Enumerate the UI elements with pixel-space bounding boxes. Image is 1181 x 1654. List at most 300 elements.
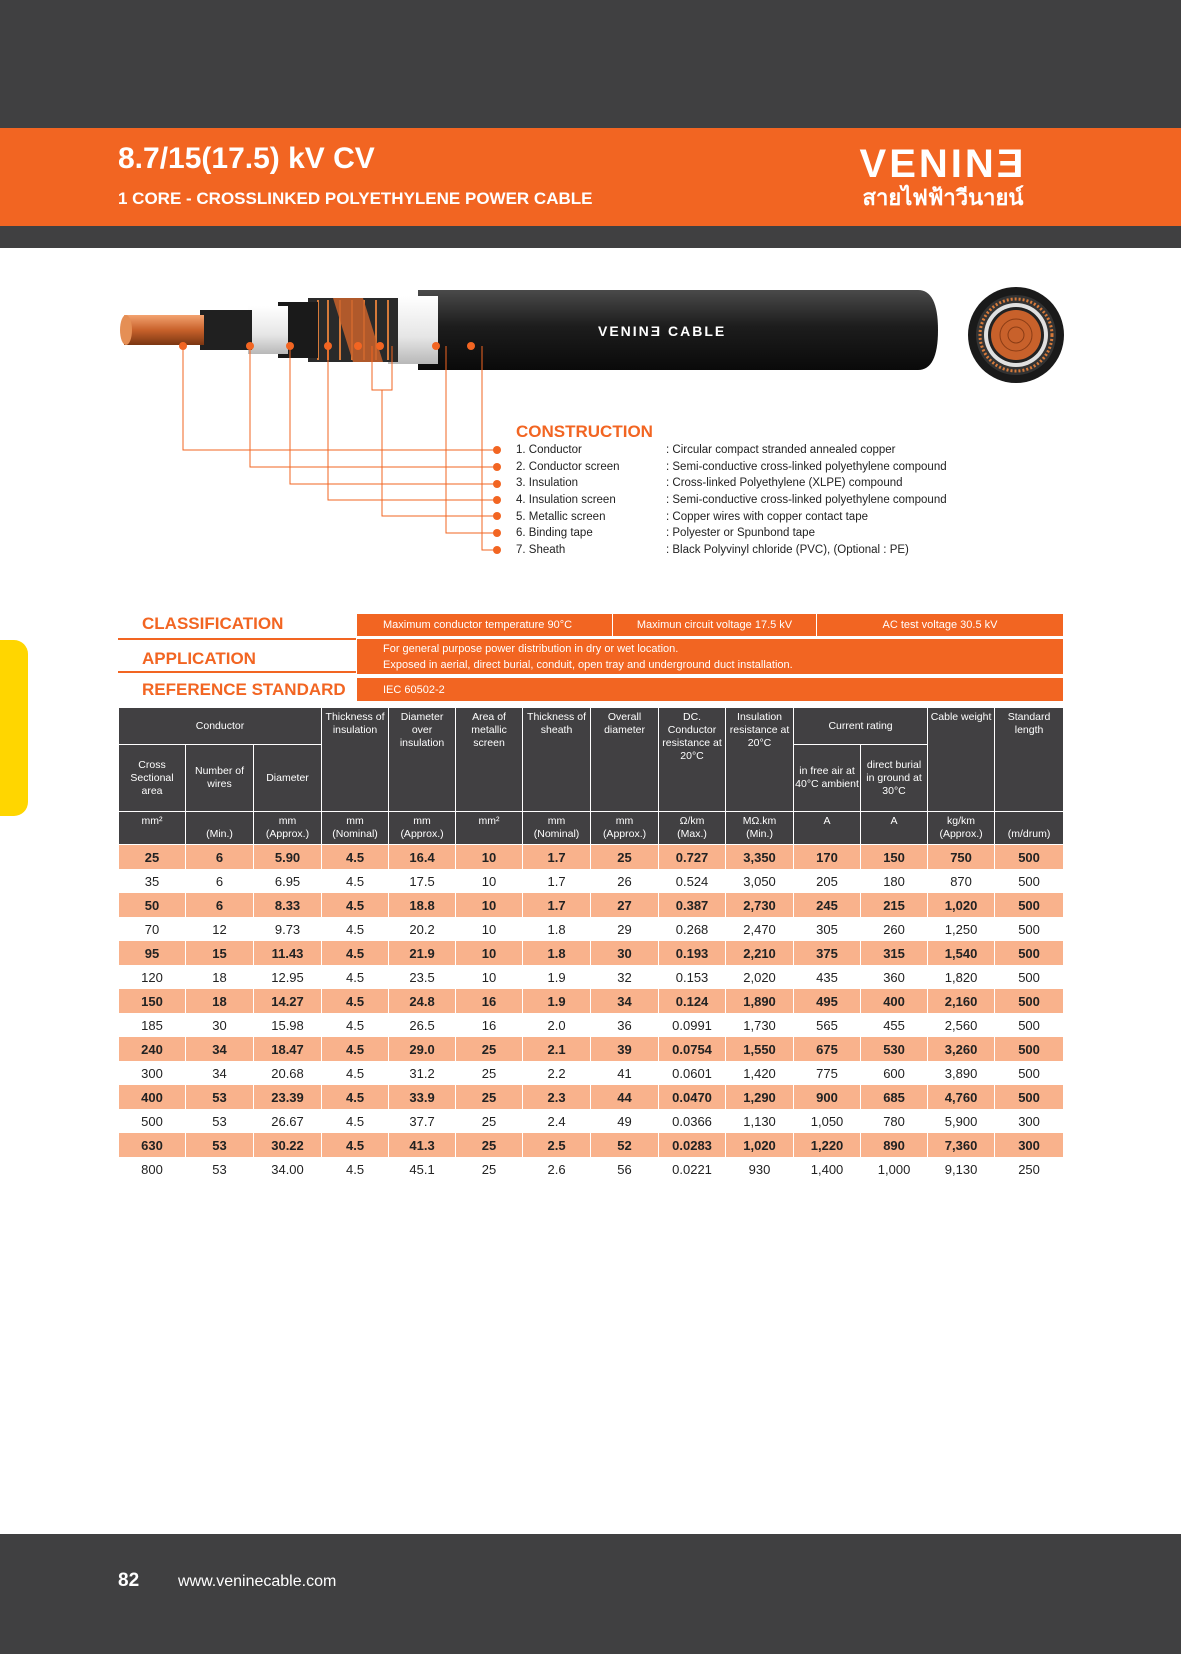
table-cell: 32 — [591, 965, 659, 989]
table-cell: 2,160 — [928, 989, 995, 1013]
table-cell: 30 — [186, 1013, 254, 1037]
header-cable-weight: Cable weight — [928, 708, 995, 812]
header-cross-sectional-area: Cross Sectional area — [119, 745, 186, 812]
table-cell: 53 — [186, 1157, 254, 1181]
unit-weight — [928, 812, 995, 845]
construction-item-desc: : Semi-conductive cross-linked polyethylene compound — [666, 460, 947, 473]
table-cell: 34.00 — [254, 1157, 322, 1181]
table-cell: 53 — [186, 1109, 254, 1133]
table-cell: 10 — [456, 941, 523, 965]
table-cell: 29.0 — [389, 1037, 456, 1061]
table-cell: 170 — [794, 845, 861, 870]
table-cell: 400 — [861, 989, 928, 1013]
table-cell: 4.5 — [322, 1061, 389, 1085]
application-line-2: Exposed in aerial, direct burial, conduit, open tray and underground duct installation. — [383, 659, 793, 671]
reference-standard-label: REFERENCE STANDARD — [142, 680, 346, 699]
table-cell: 800 — [119, 1157, 186, 1181]
unit-text: mm² — [141, 815, 163, 827]
table-cell: 500 — [995, 1085, 1064, 1109]
unit-text: (Nominal) — [533, 828, 580, 840]
table-cell: 18.8 — [389, 893, 456, 917]
table-cell: 0.524 — [659, 869, 726, 893]
table-cell: 240 — [119, 1037, 186, 1061]
table-cell: 20.68 — [254, 1061, 322, 1085]
table-cell: 0.387 — [659, 893, 726, 917]
header-dc-resistance: DC. Conductor resistance at 20°C — [659, 708, 726, 812]
table-cell: 180 — [861, 869, 928, 893]
table-cell: 1,130 — [726, 1109, 794, 1133]
table-cell: 25 — [456, 1061, 523, 1085]
table-row — [119, 869, 1064, 893]
table-cell: 11.43 — [254, 941, 322, 965]
table-cell: 300 — [995, 1109, 1064, 1133]
table-cell: 1.8 — [523, 941, 591, 965]
table-row — [119, 1133, 1064, 1157]
table-cell: 500 — [995, 1013, 1064, 1037]
header-conductor-group: Conductor — [119, 708, 322, 745]
table-cell: 6.95 — [254, 869, 322, 893]
table-cell: 245 — [794, 893, 861, 917]
application-box — [357, 639, 1063, 674]
table-cell: 685 — [861, 1085, 928, 1109]
unit-overall — [591, 812, 659, 845]
table-row — [119, 1037, 1064, 1061]
reference-standard-value: IEC 60502-2 — [383, 683, 445, 696]
table-row — [119, 893, 1064, 917]
table-cell: 34 — [186, 1037, 254, 1061]
table-cell: 4.5 — [322, 1109, 389, 1133]
unit-text: (Min.) — [746, 828, 773, 840]
table-cell: 37.7 — [389, 1109, 456, 1133]
table-cell: 500 — [995, 1037, 1064, 1061]
table-cell: 10 — [456, 869, 523, 893]
header-standard-length: Standard length — [995, 708, 1064, 812]
construction-item-desc: : Polyester or Spunbond tape — [666, 527, 815, 540]
table-cell: 1.8 — [523, 917, 591, 941]
table-cell: 25 — [591, 845, 659, 870]
table-cell: 455 — [861, 1013, 928, 1037]
table-cell: 185 — [119, 1013, 186, 1037]
unit-ground — [861, 812, 928, 845]
table-cell: 27 — [591, 893, 659, 917]
unit-text: A — [823, 815, 831, 827]
reference-standard-box — [357, 678, 1063, 701]
page-number: 82 — [118, 1570, 140, 1591]
table-cell: 0.268 — [659, 917, 726, 941]
table-row — [119, 965, 1064, 989]
header-insulation-thickness: Thickness of insulation — [322, 708, 389, 812]
specification-table — [118, 707, 1064, 1181]
table-cell: 300 — [119, 1061, 186, 1085]
table-cell: 9.73 — [254, 917, 322, 941]
table-cell: 4.5 — [322, 893, 389, 917]
table-cell: 2.0 — [523, 1013, 591, 1037]
table-cell: 500 — [995, 869, 1064, 893]
application-line-1: For general purpose power distribution in dry or wet location. — [383, 643, 679, 655]
table-cell: 16 — [456, 1013, 523, 1037]
unit-text: A — [890, 815, 898, 827]
unit-text: mm — [615, 815, 634, 827]
table-cell: 4.5 — [322, 1157, 389, 1181]
table-cell: 2,470 — [726, 917, 794, 941]
table-cell: 52 — [591, 1133, 659, 1157]
header-number-of-wires: Number of wires — [186, 745, 254, 812]
table-cell: 1,550 — [726, 1037, 794, 1061]
unit-air — [794, 812, 861, 845]
logo-wordmark: VENINƎ — [859, 142, 1027, 186]
table-cell: 33.9 — [389, 1085, 456, 1109]
table-cell: 25 — [456, 1133, 523, 1157]
table-cell: 2,210 — [726, 941, 794, 965]
table-cell: 53 — [186, 1133, 254, 1157]
logo-thai-text: สายไฟฟ้าวีนายน์ — [862, 185, 1024, 210]
table-cell: 17.5 — [389, 869, 456, 893]
table-cell: 9,130 — [928, 1157, 995, 1181]
table-cell: 500 — [995, 917, 1064, 941]
table-cell: 500 — [119, 1109, 186, 1133]
table-cell: 0.0366 — [659, 1109, 726, 1133]
table-cell: 1,890 — [726, 989, 794, 1013]
table-cell: 1,730 — [726, 1013, 794, 1037]
table-cell: 630 — [119, 1133, 186, 1157]
unit-text: Ω/km — [679, 815, 705, 827]
table-cell: 1.9 — [523, 965, 591, 989]
table-cell: 34 — [186, 1061, 254, 1085]
table-cell: 1,290 — [726, 1085, 794, 1109]
table-cell: 10 — [456, 965, 523, 989]
table-header-row-groups — [119, 708, 1064, 745]
header-sheath-thickness: Thickness of sheath — [523, 708, 591, 812]
table-cell: 70 — [119, 917, 186, 941]
table-row — [119, 1157, 1064, 1181]
unit-csa — [119, 812, 186, 845]
table-cell: 375 — [794, 941, 861, 965]
unit-metallic — [456, 812, 523, 845]
table-cell: 305 — [794, 917, 861, 941]
construction-item-desc: : Cross-linked Polyethylene (XLPE) compound — [666, 477, 903, 490]
table-cell: 1,250 — [928, 917, 995, 941]
table-cell: 26.5 — [389, 1013, 456, 1037]
footer-band — [0, 1534, 1181, 1654]
table-cell: 56 — [591, 1157, 659, 1181]
table-cell: 18.47 — [254, 1037, 322, 1061]
table-cell: 23.39 — [254, 1085, 322, 1109]
unit-text: (Approx.) — [400, 828, 444, 840]
unit-text: mm — [547, 815, 566, 827]
table-cell: 2.4 — [523, 1109, 591, 1133]
unit-ins-thick — [322, 812, 389, 845]
table-row — [119, 1109, 1064, 1133]
table-cell: 1.7 — [523, 845, 591, 870]
table-cell: 2,560 — [928, 1013, 995, 1037]
classification-test-voltage: AC test voltage 30.5 kV — [882, 619, 998, 631]
unit-text: (Max.) — [677, 828, 707, 840]
header-metallic-screen-area: Area of metallic screen — [456, 708, 523, 812]
unit-text: (m/drum) — [1007, 828, 1051, 840]
unit-text: (Approx.) — [939, 828, 983, 840]
unit-text: MΩ.km — [742, 815, 777, 827]
construction-item-label: 7. Sheath — [516, 544, 566, 557]
table-cell: 0.0221 — [659, 1157, 726, 1181]
table-cell: 6 — [186, 869, 254, 893]
table-cell: 10 — [456, 917, 523, 941]
table-cell: 1,220 — [794, 1133, 861, 1157]
table-cell: 1,400 — [794, 1157, 861, 1181]
unit-text: (Approx.) — [265, 828, 310, 840]
table-cell: 2,730 — [726, 893, 794, 917]
table-cell: 250 — [995, 1157, 1064, 1181]
table-cell: 0.124 — [659, 989, 726, 1013]
construction-item-label: 1. Conductor — [516, 444, 582, 456]
table-cell: 1.9 — [523, 989, 591, 1013]
classification-temp: Maximum conductor temperature 90°C — [357, 614, 613, 636]
table-cell: 775 — [794, 1061, 861, 1085]
table-cell: 50 — [119, 893, 186, 917]
table-body — [119, 845, 1064, 1182]
table-cell: 5,900 — [928, 1109, 995, 1133]
table-cell: 26.67 — [254, 1109, 322, 1133]
table-cell: 4.5 — [322, 917, 389, 941]
construction-item-label: 6. Binding tape — [516, 527, 593, 540]
table-cell: 41 — [591, 1061, 659, 1085]
table-cell: 260 — [861, 917, 928, 941]
table-cell: 25 — [456, 1109, 523, 1133]
cable-print-text: VENINƎ CABLE — [598, 323, 727, 339]
table-cell: 4.5 — [322, 1037, 389, 1061]
table-cell: 1.7 — [523, 893, 591, 917]
table-row — [119, 1061, 1064, 1085]
construction-item-desc: : Black Polyvinyl chloride (PVC), (Optional : PE) — [666, 544, 909, 557]
table-cell: 4.5 — [322, 1085, 389, 1109]
classification-voltage: Maximun circuit voltage 17.5 kV — [613, 614, 817, 636]
table-cell: 750 — [928, 845, 995, 870]
table-cell: 45.1 — [389, 1157, 456, 1181]
unit-text: mm — [413, 815, 431, 827]
table-cell: 10 — [456, 845, 523, 870]
table-cell: 1,050 — [794, 1109, 861, 1133]
table-cell: 25 — [456, 1037, 523, 1061]
table-cell: 18 — [186, 989, 254, 1013]
table-cell: 3,050 — [726, 869, 794, 893]
table-cell: 315 — [861, 941, 928, 965]
table-cell: 360 — [861, 965, 928, 989]
table-row — [119, 941, 1064, 965]
table-cell: 18 — [186, 965, 254, 989]
table-cell: 12 — [186, 917, 254, 941]
unit-text: (Nominal) — [332, 828, 378, 840]
application-label: APPLICATION — [118, 645, 356, 673]
table-cell: 39 — [591, 1037, 659, 1061]
table-cell: 0.0754 — [659, 1037, 726, 1061]
unit-text: mm² — [478, 815, 500, 827]
construction-item-desc: : Semi-conductive cross-linked polyethylene compound — [666, 494, 947, 507]
unit-wires — [186, 812, 254, 845]
classification-box — [357, 614, 1063, 636]
table-row — [119, 989, 1064, 1013]
table-cell: 44 — [591, 1085, 659, 1109]
table-row — [119, 1085, 1064, 1109]
table-cell: 2.1 — [523, 1037, 591, 1061]
table-cell: 495 — [794, 989, 861, 1013]
header-current-rating-group: Current rating — [794, 708, 928, 745]
table-cell: 300 — [995, 1133, 1064, 1157]
table-cell: 16 — [456, 989, 523, 1013]
table-cell: 36 — [591, 1013, 659, 1037]
table-cell: 4.5 — [322, 989, 389, 1013]
table-cell: 1,020 — [928, 893, 995, 917]
table-cell: 8.33 — [254, 893, 322, 917]
table-cell: 1,820 — [928, 965, 995, 989]
table-cell: 41.3 — [389, 1133, 456, 1157]
table-cell: 4,760 — [928, 1085, 995, 1109]
table-cell: 4.5 — [322, 941, 389, 965]
table-cell: 34 — [591, 989, 659, 1013]
table-cell: 870 — [928, 869, 995, 893]
table-cell: 205 — [794, 869, 861, 893]
table-cell: 4.5 — [322, 1133, 389, 1157]
table-cell: 25 — [119, 845, 186, 870]
table-cell: 49 — [591, 1109, 659, 1133]
page-subtitle: 1 CORE - CROSSLINKED POLYETHYLENE POWER CABLE — [118, 189, 593, 208]
table-row — [119, 1013, 1064, 1037]
table-cell: 26 — [591, 869, 659, 893]
table-cell: 3,890 — [928, 1061, 995, 1085]
table-cell: 21.9 — [389, 941, 456, 965]
unit-text: mm — [346, 815, 364, 827]
header-overall-diameter: Overall diameter — [591, 708, 659, 812]
table-cell: 500 — [995, 893, 1064, 917]
table-cell: 600 — [861, 1061, 928, 1085]
table-cell: 1,420 — [726, 1061, 794, 1085]
unit-ins-res — [726, 812, 794, 845]
table-cell: 0.0470 — [659, 1085, 726, 1109]
page-title: 8.7/15(17.5) kV CV — [118, 142, 375, 175]
construction-heading: CONSTRUCTION — [516, 422, 653, 441]
table-cell: 500 — [995, 941, 1064, 965]
table-cell: 675 — [794, 1037, 861, 1061]
table-cell: 2.5 — [523, 1133, 591, 1157]
table-cell: 3,350 — [726, 845, 794, 870]
table-cell: 2,020 — [726, 965, 794, 989]
classification-label: CLASSIFICATION — [118, 614, 356, 640]
table-cell: 4.5 — [322, 965, 389, 989]
table-cell: 5.90 — [254, 845, 322, 870]
table-cell: 530 — [861, 1037, 928, 1061]
table-cell: 15 — [186, 941, 254, 965]
header-direct-burial: direct burial in ground at 30°C — [861, 745, 928, 812]
table-cell: 6 — [186, 845, 254, 870]
table-cell: 0.0283 — [659, 1133, 726, 1157]
table-cell: 2.2 — [523, 1061, 591, 1085]
table-cell: 4.5 — [322, 845, 389, 870]
table-header-row-units — [119, 812, 1064, 845]
table-cell: 31.2 — [389, 1061, 456, 1085]
table-cell: 500 — [995, 845, 1064, 870]
table-cell: 150 — [119, 989, 186, 1013]
table-cell: 15.98 — [254, 1013, 322, 1037]
table-cell: 565 — [794, 1013, 861, 1037]
table-cell: 35 — [119, 869, 186, 893]
table-cell: 14.27 — [254, 989, 322, 1013]
table-cell: 4.5 — [322, 1013, 389, 1037]
unit-text: kg/km — [947, 815, 976, 827]
website-url[interactable]: www.veninecable.com — [178, 1573, 337, 1590]
header-insulation-resistance: Insulation resistance at 20°C — [726, 708, 794, 812]
table-cell: 500 — [995, 1061, 1064, 1085]
table-cell: 2.3 — [523, 1085, 591, 1109]
table-cell: 0.193 — [659, 941, 726, 965]
table-cell: 150 — [861, 845, 928, 870]
construction-item-desc: : Copper wires with copper contact tape — [666, 510, 868, 523]
table-cell: 0.727 — [659, 845, 726, 870]
table-cell: 0.0601 — [659, 1061, 726, 1085]
table-cell: 435 — [794, 965, 861, 989]
table-cell: 53 — [186, 1085, 254, 1109]
header-free-air: in free air at 40°C ambient — [794, 745, 861, 812]
table-cell: 120 — [119, 965, 186, 989]
table-cell: 4.5 — [322, 869, 389, 893]
table-cell: 1.7 — [523, 869, 591, 893]
unit-length — [995, 812, 1064, 845]
unit-diameter — [254, 812, 322, 845]
construction-item-desc: : Circular compact stranded annealed copper — [666, 444, 896, 456]
table-cell: 10 — [456, 893, 523, 917]
table-cell: 0.0991 — [659, 1013, 726, 1037]
table-cell: 500 — [995, 989, 1064, 1013]
table-cell: 1,000 — [861, 1157, 928, 1181]
table-cell: 215 — [861, 893, 928, 917]
construction-item-label: 4. Insulation screen — [516, 494, 616, 507]
table-cell: 930 — [726, 1157, 794, 1181]
table-cell: 2.6 — [523, 1157, 591, 1181]
construction-item-label: 3. Insulation — [516, 477, 579, 490]
header-diameter-over-insulation: Diameter over insulation — [389, 708, 456, 812]
table-cell: 0.153 — [659, 965, 726, 989]
construction-item-label: 5. Metallic screen — [516, 510, 606, 523]
table-cell: 12.95 — [254, 965, 322, 989]
side-tab-marker — [0, 640, 28, 816]
unit-sheath-thick — [523, 812, 591, 845]
header-conductor-diameter: Diameter — [254, 745, 322, 812]
table-cell: 3,260 — [928, 1037, 995, 1061]
unit-text: (Min.) — [206, 828, 233, 840]
table-cell: 400 — [119, 1085, 186, 1109]
unit-dc-res — [659, 812, 726, 845]
table-cell: 23.5 — [389, 965, 456, 989]
unit-dia-over-ins — [389, 812, 456, 845]
table-row — [119, 845, 1064, 870]
table-cell: 780 — [861, 1109, 928, 1133]
table-cell: 25 — [456, 1085, 523, 1109]
table-cell: 1,020 — [726, 1133, 794, 1157]
table-cell: 500 — [995, 965, 1064, 989]
table-cell: 6 — [186, 893, 254, 917]
table-cell: 24.8 — [389, 989, 456, 1013]
table-cell: 900 — [794, 1085, 861, 1109]
table-cell: 7,360 — [928, 1133, 995, 1157]
table-cell: 95 — [119, 941, 186, 965]
table-cell: 890 — [861, 1133, 928, 1157]
table-cell: 30.22 — [254, 1133, 322, 1157]
table-cell: 20.2 — [389, 917, 456, 941]
construction-item-label: 2. Conductor screen — [516, 460, 620, 473]
table-cell: 29 — [591, 917, 659, 941]
table-row — [119, 917, 1064, 941]
table-cell: 30 — [591, 941, 659, 965]
table-cell: 25 — [456, 1157, 523, 1181]
table-cell: 16.4 — [389, 845, 456, 870]
table-cell: 1,540 — [928, 941, 995, 965]
